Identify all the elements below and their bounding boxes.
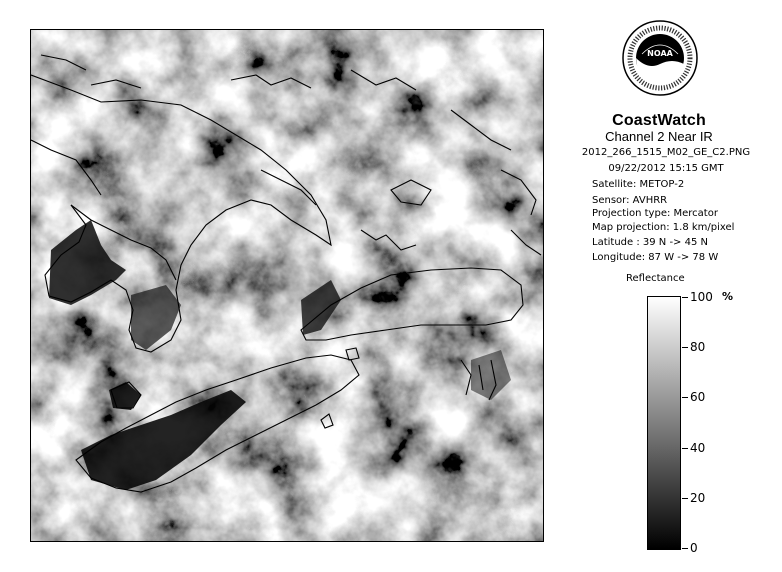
latitude-label: Latitude : 39 N -> 45 N [592,237,708,248]
colorbar-tick-label: 100 [690,290,713,304]
product-subtitle: Channel 2 Near IR [605,129,713,144]
satellite-map [30,29,544,542]
colorbar-tick [682,397,688,398]
colorbar-tick-label: 0 [690,541,698,555]
longitude-label: Longitude: 87 W -> 78 W [592,252,719,263]
colorbar-tick [682,498,688,499]
projection-type-label: Projection type: Mercator [592,208,718,219]
legend-unit: % [722,290,734,303]
colorbar-tick-label: 60 [690,390,706,404]
satellite-label: Satellite: METOP-2 [592,179,685,190]
sensor-label: Sensor: AVHRR [592,195,668,206]
product-title: CoastWatch [612,112,706,129]
noaa-logo [620,16,700,106]
colorbar-tick-label: 80 [690,340,706,354]
colorbar-tick [682,448,688,449]
logo-text: NOAA [647,49,673,58]
legend-title: Reflectance [626,273,685,284]
filename-label: 2012_266_1515_M02_GE_C2.PNG [581,147,751,158]
colorbar-tick [682,347,688,348]
colorbar-tick [682,297,688,298]
datetime-label: 09/22/2012 15:15 GMT [608,163,724,174]
colorbar-tick-label: 20 [690,491,706,505]
map-projection-label: Map projection: 1.8 km/pixel [592,222,735,233]
reflectance-colorbar [647,296,681,550]
colorbar-tick [682,548,688,549]
satellite-image [31,30,543,541]
colorbar-tick-label: 40 [690,441,706,455]
